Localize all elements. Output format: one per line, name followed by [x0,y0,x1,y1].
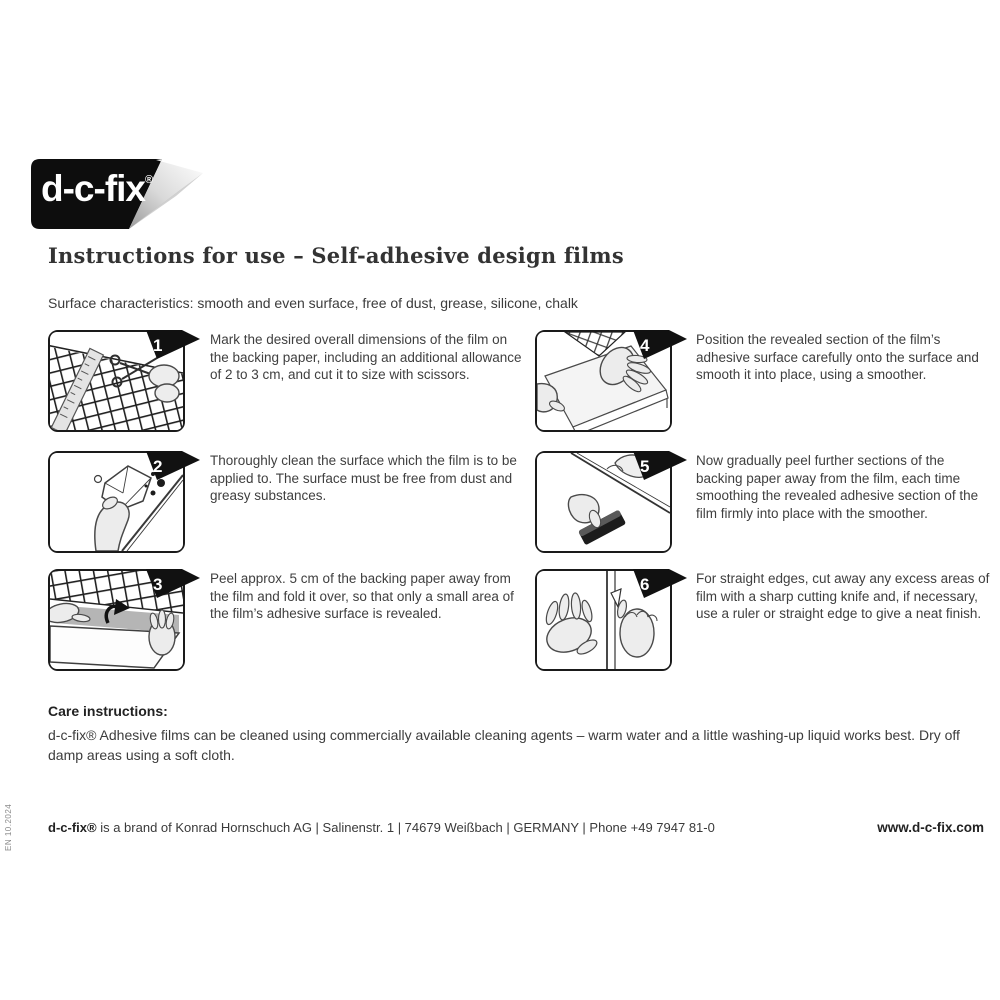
step-5-iconbox [535,451,672,553]
footer-brand: d-c-fix® [48,820,97,835]
step-2-text: Thoroughly clean the surface which the film is to be applied to. The surface must be free from dust and greasy substances. [210,453,517,504]
step-1-number-badge [146,330,200,360]
svg-text:3: 3 [153,575,163,594]
care-instructions-heading: Care instructions: [48,703,168,719]
step-5-text: Now gradually peel further sections of the backing paper away from the film, each time smoothing the revealed adhesive section of the film firmly into place with the smoother. [696,453,979,521]
step-3-text: Peel approx. 5 cm of the backing paper away from the film and fold it over, so that only a small area of the film’s adhesive surface is revealed. [210,571,514,622]
svg-text:1: 1 [153,336,163,355]
dcfix-logo [30,158,235,230]
step-2-number-badge [146,451,200,481]
step-5-number-badge [633,451,687,481]
registered-mark: ® [145,174,154,186]
dcfix-logo-wordmark: d-c-fix® [41,168,154,209]
website-url: www.d-c-fix.com [877,820,984,835]
step-3-iconbox [48,569,185,671]
edition-code: EN 10.2024 [4,803,13,851]
step-1-text: Mark the desired overall dimensions of the film on the backing paper, including an additional allowance of 2 to 3 cm, and cut it to size with scissors. [210,332,522,383]
svg-text:5: 5 [640,457,650,476]
step-6-text: For straight edges, cut away any excess areas of film with a sharp cutting knife and, if necessary, use a ruler or straight edge to give a neat finish. [696,571,990,622]
step-3-number-badge [146,569,200,599]
svg-text:6: 6 [640,575,650,594]
svg-text:2: 2 [153,457,163,476]
step-6-iconbox [535,569,672,671]
care-instructions-text: d-c-fix® Adhesive films can be cleaned using commercially available cleaning agents – warm water and a little washing-up liquid works best. Dry off damp areas using a soft cloth. [48,727,960,763]
page-title: Instructions for use – Self-adhesive design films [48,243,624,268]
step-1-iconbox [48,330,185,432]
step-2-iconbox [48,451,185,553]
care-instructions-section [48,703,980,765]
surface-characteristics-note: Surface characteristics: smooth and even surface, free of dust, grease, silicone, chalk [48,295,578,311]
step-4-text: Position the revealed section of the film’s adhesive surface carefully onto the surface and smooth it into place, using a smoother. [696,332,979,383]
step-4-number-badge [633,330,687,360]
company-address-line: d-c-fix® is a brand of Konrad Hornschuch AG | Salinenstr. 1 | 74679 Weißbach | GERMANY | Phone +49 7947 81-0 [48,820,715,835]
svg-text:4: 4 [640,336,650,355]
step-4-iconbox [535,330,672,432]
step-6-number-badge [633,569,687,599]
footer [48,820,984,835]
